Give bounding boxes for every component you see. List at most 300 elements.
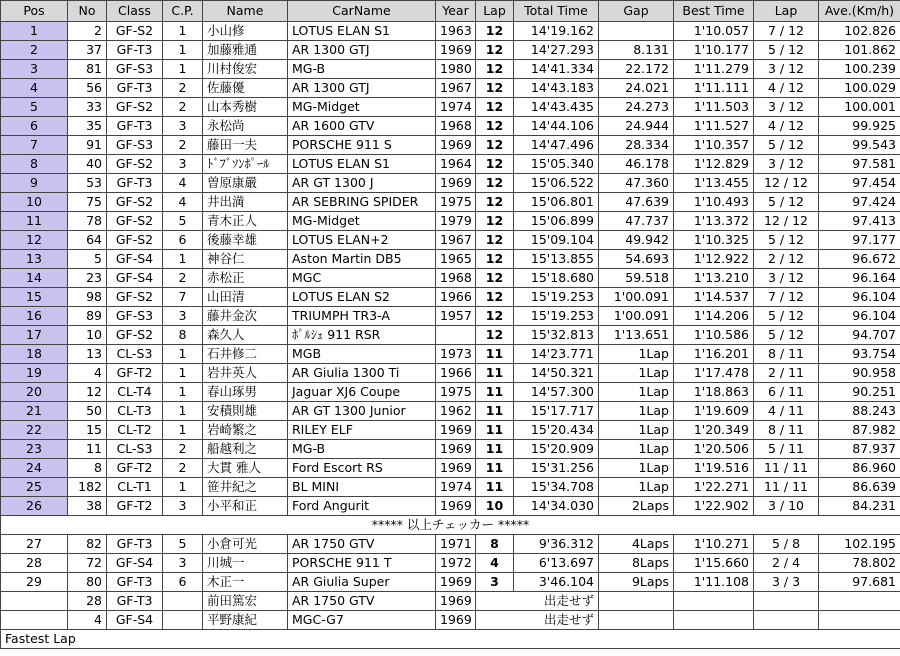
cell-pos: 27 bbox=[1, 535, 68, 554]
cell-name: ﾄﾞﾌﾞｿﾝﾎﾟｰﾙ bbox=[203, 155, 288, 174]
cell-gap: 28.334 bbox=[599, 136, 674, 155]
cell-year: 1969 bbox=[436, 497, 476, 516]
cell-year: 1966 bbox=[436, 364, 476, 383]
cell-cp: 2 bbox=[163, 269, 203, 288]
cell-best-lap: 2 / 11 bbox=[754, 364, 819, 383]
cell-average: 102.195 bbox=[819, 535, 900, 554]
cell-pos: 19 bbox=[1, 364, 68, 383]
cell-total-time: 6'13.697 bbox=[514, 554, 599, 573]
cell-cp: 2 bbox=[163, 98, 203, 117]
cell-best-time: 1'13.372 bbox=[674, 212, 754, 231]
cell-year: 1975 bbox=[436, 193, 476, 212]
cell-cp: 1 bbox=[163, 383, 203, 402]
cell-name: 森久人 bbox=[203, 326, 288, 345]
cell-average: 88.243 bbox=[819, 402, 900, 421]
fastest-lap-row bbox=[1, 630, 900, 649]
cell-carname: AR 1300 GTJ bbox=[288, 79, 436, 98]
cell-class: GF-S2 bbox=[107, 193, 163, 212]
cell-pos: 2 bbox=[1, 41, 68, 60]
table-row bbox=[1, 60, 900, 79]
cell-average: 78.802 bbox=[819, 554, 900, 573]
table-row bbox=[1, 497, 900, 516]
table-row bbox=[1, 193, 900, 212]
table-row bbox=[1, 288, 900, 307]
cell-gap: 46.178 bbox=[599, 155, 674, 174]
cell-best-lap: 5 / 12 bbox=[754, 231, 819, 250]
cell-average: 99.925 bbox=[819, 117, 900, 136]
cell-name: 大貫 雅人 bbox=[203, 459, 288, 478]
cell-no: 64 bbox=[68, 231, 107, 250]
cell-cp bbox=[163, 592, 203, 611]
cell-year: 1969 bbox=[436, 421, 476, 440]
cell-cp: 3 bbox=[163, 117, 203, 136]
cell-gap: 1Lap bbox=[599, 383, 674, 402]
table-row bbox=[1, 573, 900, 592]
cell-no: 5 bbox=[68, 250, 107, 269]
cell-no: 12 bbox=[68, 383, 107, 402]
cell-average bbox=[819, 611, 900, 630]
cell-best-time: 1'17.478 bbox=[674, 364, 754, 383]
cell-carname: MG-Midget bbox=[288, 212, 436, 231]
cell-cp: 3 bbox=[163, 155, 203, 174]
table-row bbox=[1, 155, 900, 174]
cell-total-time: 15'32.813 bbox=[514, 326, 599, 345]
header-row bbox=[1, 1, 900, 22]
checker-row bbox=[1, 516, 900, 535]
cell-carname: Jaguar XJ6 Coupe bbox=[288, 383, 436, 402]
cell-best-lap: 6 / 11 bbox=[754, 383, 819, 402]
cell-best-time bbox=[674, 592, 754, 611]
cell-pos bbox=[1, 611, 68, 630]
cell-name: 曽原康嚴 bbox=[203, 174, 288, 193]
cell-total-time: 15'31.256 bbox=[514, 459, 599, 478]
cell-best-lap: 4 / 11 bbox=[754, 402, 819, 421]
cell-name: 後藤幸雄 bbox=[203, 231, 288, 250]
cell-lap: 12 bbox=[476, 231, 514, 250]
cell-no: 28 bbox=[68, 592, 107, 611]
cell-year: 1974 bbox=[436, 478, 476, 497]
table-row bbox=[1, 212, 900, 231]
column-header: C.P. bbox=[163, 1, 203, 22]
cell-gap: 59.518 bbox=[599, 269, 674, 288]
cell-best-lap bbox=[754, 592, 819, 611]
cell-name: 船越利之 bbox=[203, 440, 288, 459]
cell-lap: 3 bbox=[476, 573, 514, 592]
cell-class: GF-T3 bbox=[107, 592, 163, 611]
cell-pos: 17 bbox=[1, 326, 68, 345]
fastest-lap-label: Fastest Lap bbox=[1, 630, 900, 649]
cell-class: GF-S2 bbox=[107, 231, 163, 250]
cell-best-time: 1'19.609 bbox=[674, 402, 754, 421]
cell-year: 1969 bbox=[436, 440, 476, 459]
cell-year: 1979 bbox=[436, 212, 476, 231]
cell-average: 96.104 bbox=[819, 307, 900, 326]
cell-class: GF-S2 bbox=[107, 326, 163, 345]
cell-no: 15 bbox=[68, 421, 107, 440]
cell-gap: 1Lap bbox=[599, 364, 674, 383]
cell-best-lap: 4 / 12 bbox=[754, 79, 819, 98]
table-row bbox=[1, 611, 900, 630]
cell-year: 1969 bbox=[436, 573, 476, 592]
cell-best-time: 1'10.586 bbox=[674, 326, 754, 345]
cell-no: 2 bbox=[68, 22, 107, 41]
cell-total-time: 15'05.340 bbox=[514, 155, 599, 174]
cell-year: 1966 bbox=[436, 288, 476, 307]
table-row bbox=[1, 231, 900, 250]
cell-no: 53 bbox=[68, 174, 107, 193]
table-row bbox=[1, 440, 900, 459]
cell-name: 前田篤宏 bbox=[203, 592, 288, 611]
cell-cp: 7 bbox=[163, 288, 203, 307]
cell-best-lap: 5 / 12 bbox=[754, 193, 819, 212]
cell-average: 97.681 bbox=[819, 573, 900, 592]
table-row bbox=[1, 174, 900, 193]
cell-gap: 1'13.651 bbox=[599, 326, 674, 345]
cell-total-time: 3'46.104 bbox=[514, 573, 599, 592]
cell-total-time: 15'09.104 bbox=[514, 231, 599, 250]
cell-lap: 12 bbox=[476, 269, 514, 288]
cell-no: 33 bbox=[68, 98, 107, 117]
cell-carname: PORSCHE 911 S bbox=[288, 136, 436, 155]
cell-gap: 1Lap bbox=[599, 478, 674, 497]
cell-lap: 12 bbox=[476, 79, 514, 98]
table-row bbox=[1, 364, 900, 383]
cell-gap: 49.942 bbox=[599, 231, 674, 250]
cell-carname: AR 1300 GTJ bbox=[288, 41, 436, 60]
cell-cp: 1 bbox=[163, 364, 203, 383]
cell-carname: AR Giulia Super bbox=[288, 573, 436, 592]
cell-cp: 2 bbox=[163, 440, 203, 459]
cell-class: GF-S3 bbox=[107, 307, 163, 326]
cell-cp: 3 bbox=[163, 307, 203, 326]
table-row bbox=[1, 41, 900, 60]
cell-name: 山田清 bbox=[203, 288, 288, 307]
cell-gap: 1Lap bbox=[599, 345, 674, 364]
column-header: Year bbox=[436, 1, 476, 22]
cell-year: 1963 bbox=[436, 22, 476, 41]
cell-total-time: 15'18.680 bbox=[514, 269, 599, 288]
cell-pos: 21 bbox=[1, 402, 68, 421]
cell-average: 97.177 bbox=[819, 231, 900, 250]
cell-total-time: 15'20.909 bbox=[514, 440, 599, 459]
cell-class: CL-T1 bbox=[107, 478, 163, 497]
cell-pos: 25 bbox=[1, 478, 68, 497]
cell-lap: 12 bbox=[476, 98, 514, 117]
cell-total-time: 14'50.321 bbox=[514, 364, 599, 383]
cell-no: 72 bbox=[68, 554, 107, 573]
cell-lap: 8 bbox=[476, 535, 514, 554]
cell-pos bbox=[1, 592, 68, 611]
cell-class: CL-T4 bbox=[107, 383, 163, 402]
cell-best-lap: 7 / 12 bbox=[754, 288, 819, 307]
cell-carname: MG-B bbox=[288, 60, 436, 79]
cell-gap bbox=[599, 611, 674, 630]
cell-pos: 22 bbox=[1, 421, 68, 440]
cell-gap: 4Laps bbox=[599, 535, 674, 554]
cell-no: 4 bbox=[68, 611, 107, 630]
cell-cp: 1 bbox=[163, 421, 203, 440]
cell-pos: 7 bbox=[1, 136, 68, 155]
cell-average: 97.581 bbox=[819, 155, 900, 174]
column-header: Total Time bbox=[514, 1, 599, 22]
cell-name: 川村俊宏 bbox=[203, 60, 288, 79]
cell-best-time: 1'14.537 bbox=[674, 288, 754, 307]
cell-no: 56 bbox=[68, 79, 107, 98]
cell-best-lap: 11 / 11 bbox=[754, 459, 819, 478]
cell-lap: 12 bbox=[476, 288, 514, 307]
cell-no: 10 bbox=[68, 326, 107, 345]
cell-gap: 47.737 bbox=[599, 212, 674, 231]
cell-carname: AR 1750 GTV bbox=[288, 592, 436, 611]
cell-total-time: 14'34.030 bbox=[514, 497, 599, 516]
cell-no: 35 bbox=[68, 117, 107, 136]
cell-year: 1965 bbox=[436, 250, 476, 269]
cell-gap: 1Lap bbox=[599, 402, 674, 421]
cell-cp: 1 bbox=[163, 345, 203, 364]
cell-average: 102.826 bbox=[819, 22, 900, 41]
cell-carname: MG-Midget bbox=[288, 98, 436, 117]
cell-best-time: 1'18.863 bbox=[674, 383, 754, 402]
cell-best-lap: 3 / 3 bbox=[754, 573, 819, 592]
cell-average: 96.104 bbox=[819, 288, 900, 307]
cell-pos: 15 bbox=[1, 288, 68, 307]
cell-best-time: 1'20.506 bbox=[674, 440, 754, 459]
cell-average: 84.231 bbox=[819, 497, 900, 516]
cell-gap: 47.360 bbox=[599, 174, 674, 193]
cell-name: 神谷仁 bbox=[203, 250, 288, 269]
cell-best-time: 1'20.349 bbox=[674, 421, 754, 440]
cell-cp: 3 bbox=[163, 497, 203, 516]
cell-gap: 47.639 bbox=[599, 193, 674, 212]
cell-best-time: 1'16.201 bbox=[674, 345, 754, 364]
cell-year: 1968 bbox=[436, 117, 476, 136]
cell-name: 春山琢男 bbox=[203, 383, 288, 402]
cell-total-time: 14'43.435 bbox=[514, 98, 599, 117]
cell-cp: 2 bbox=[163, 136, 203, 155]
cell-average bbox=[819, 592, 900, 611]
cell-year: 1957 bbox=[436, 307, 476, 326]
cell-gap: 1'00.091 bbox=[599, 307, 674, 326]
cell-carname: LOTUS ELAN S1 bbox=[288, 22, 436, 41]
cell-best-time: 1'11.279 bbox=[674, 60, 754, 79]
cell-year: 1969 bbox=[436, 41, 476, 60]
cell-total-time: 14'43.183 bbox=[514, 79, 599, 98]
cell-year: 1969 bbox=[436, 174, 476, 193]
cell-class: CL-T3 bbox=[107, 402, 163, 421]
cell-carname: Aston Martin DB5 bbox=[288, 250, 436, 269]
cell-class: GF-S3 bbox=[107, 60, 163, 79]
table-row bbox=[1, 402, 900, 421]
cell-status: 出走せず bbox=[476, 611, 599, 630]
cell-total-time: 14'57.300 bbox=[514, 383, 599, 402]
cell-no: 8 bbox=[68, 459, 107, 478]
cell-name: 平野康紀 bbox=[203, 611, 288, 630]
cell-year: 1974 bbox=[436, 98, 476, 117]
cell-average: 87.937 bbox=[819, 440, 900, 459]
cell-class: GF-S2 bbox=[107, 22, 163, 41]
cell-year: 1980 bbox=[436, 60, 476, 79]
cell-cp: 5 bbox=[163, 212, 203, 231]
cell-carname: LOTUS ELAN S2 bbox=[288, 288, 436, 307]
cell-pos: 20 bbox=[1, 383, 68, 402]
cell-gap: 22.172 bbox=[599, 60, 674, 79]
cell-best-lap: 3 / 12 bbox=[754, 155, 819, 174]
cell-name: 小山修 bbox=[203, 22, 288, 41]
cell-pos: 9 bbox=[1, 174, 68, 193]
table-row bbox=[1, 250, 900, 269]
cell-average: 90.251 bbox=[819, 383, 900, 402]
cell-total-time: 15'06.801 bbox=[514, 193, 599, 212]
cell-no: 40 bbox=[68, 155, 107, 174]
cell-carname: PORSCHE 911 T bbox=[288, 554, 436, 573]
cell-lap: 12 bbox=[476, 193, 514, 212]
cell-cp: 8 bbox=[163, 326, 203, 345]
table-row bbox=[1, 326, 900, 345]
cell-year: 1971 bbox=[436, 535, 476, 554]
cell-best-time bbox=[674, 611, 754, 630]
cell-year: 1969 bbox=[436, 459, 476, 478]
cell-total-time: 14'44.106 bbox=[514, 117, 599, 136]
cell-lap: 11 bbox=[476, 478, 514, 497]
cell-class: GF-T3 bbox=[107, 174, 163, 193]
cell-lap: 12 bbox=[476, 250, 514, 269]
cell-lap: 11 bbox=[476, 383, 514, 402]
cell-lap: 12 bbox=[476, 155, 514, 174]
column-header: Pos bbox=[1, 1, 68, 22]
cell-class: GF-S4 bbox=[107, 554, 163, 573]
cell-best-time: 1'11.527 bbox=[674, 117, 754, 136]
cell-gap: 24.273 bbox=[599, 98, 674, 117]
cell-best-time: 1'22.271 bbox=[674, 478, 754, 497]
cell-best-lap: 11 / 11 bbox=[754, 478, 819, 497]
cell-carname: AR 1750 GTV bbox=[288, 535, 436, 554]
table-row bbox=[1, 478, 900, 497]
cell-cp: 1 bbox=[163, 60, 203, 79]
cell-cp: 5 bbox=[163, 535, 203, 554]
cell-best-time: 1'12.829 bbox=[674, 155, 754, 174]
cell-best-lap: 8 / 11 bbox=[754, 421, 819, 440]
cell-class: GF-S2 bbox=[107, 212, 163, 231]
column-header: CarName bbox=[288, 1, 436, 22]
cell-total-time: 15'13.855 bbox=[514, 250, 599, 269]
cell-best-lap: 3 / 12 bbox=[754, 60, 819, 79]
cell-best-lap: 2 / 12 bbox=[754, 250, 819, 269]
cell-cp: 6 bbox=[163, 573, 203, 592]
cell-average: 93.754 bbox=[819, 345, 900, 364]
cell-best-time: 1'22.902 bbox=[674, 497, 754, 516]
cell-best-lap: 12 / 12 bbox=[754, 212, 819, 231]
cell-best-time: 1'13.455 bbox=[674, 174, 754, 193]
cell-carname: AR GT 1300 Junior bbox=[288, 402, 436, 421]
cell-year: 1972 bbox=[436, 554, 476, 573]
cell-best-lap: 4 / 12 bbox=[754, 117, 819, 136]
cell-best-lap: 3 / 12 bbox=[754, 269, 819, 288]
cell-no: 81 bbox=[68, 60, 107, 79]
cell-pos: 16 bbox=[1, 307, 68, 326]
cell-year: 1967 bbox=[436, 231, 476, 250]
column-header: No bbox=[68, 1, 107, 22]
cell-no: 91 bbox=[68, 136, 107, 155]
cell-carname: ﾎﾟﾙｼｪ 911 RSR bbox=[288, 326, 436, 345]
cell-carname: MG-B bbox=[288, 440, 436, 459]
cell-year: 1964 bbox=[436, 155, 476, 174]
cell-year: 1967 bbox=[436, 79, 476, 98]
cell-name: 加藤雅通 bbox=[203, 41, 288, 60]
cell-pos: 28 bbox=[1, 554, 68, 573]
cell-class: GF-T3 bbox=[107, 573, 163, 592]
cell-carname: BL MINI bbox=[288, 478, 436, 497]
cell-no: 80 bbox=[68, 573, 107, 592]
cell-total-time: 9'36.312 bbox=[514, 535, 599, 554]
cell-gap: 24.021 bbox=[599, 79, 674, 98]
cell-lap: 12 bbox=[476, 307, 514, 326]
cell-no: 11 bbox=[68, 440, 107, 459]
cell-best-time: 1'10.493 bbox=[674, 193, 754, 212]
cell-best-lap: 5 / 12 bbox=[754, 136, 819, 155]
cell-gap bbox=[599, 22, 674, 41]
cell-class: GF-S3 bbox=[107, 136, 163, 155]
cell-pos: 11 bbox=[1, 212, 68, 231]
cell-pos: 29 bbox=[1, 573, 68, 592]
cell-best-lap: 3 / 12 bbox=[754, 98, 819, 117]
cell-total-time: 14'27.293 bbox=[514, 41, 599, 60]
cell-name: 青木正人 bbox=[203, 212, 288, 231]
cell-average: 97.454 bbox=[819, 174, 900, 193]
cell-lap: 11 bbox=[476, 440, 514, 459]
cell-class: GF-S2 bbox=[107, 288, 163, 307]
cell-no: 182 bbox=[68, 478, 107, 497]
cell-total-time: 15'19.253 bbox=[514, 307, 599, 326]
cell-carname: LOTUS ELAN+2 bbox=[288, 231, 436, 250]
cell-gap: 2Laps bbox=[599, 497, 674, 516]
column-header: Class bbox=[107, 1, 163, 22]
column-header: Best Time bbox=[674, 1, 754, 22]
cell-no: 23 bbox=[68, 269, 107, 288]
table-row bbox=[1, 554, 900, 573]
cell-lap: 11 bbox=[476, 459, 514, 478]
cell-pos: 26 bbox=[1, 497, 68, 516]
cell-name: 岩崎繁之 bbox=[203, 421, 288, 440]
cell-average: 86.639 bbox=[819, 478, 900, 497]
cell-lap: 11 bbox=[476, 345, 514, 364]
cell-class: CL-S3 bbox=[107, 440, 163, 459]
cell-no: 50 bbox=[68, 402, 107, 421]
cell-best-time: 1'11.108 bbox=[674, 573, 754, 592]
table-row bbox=[1, 117, 900, 136]
cell-best-time: 1'10.271 bbox=[674, 535, 754, 554]
cell-best-lap: 12 / 12 bbox=[754, 174, 819, 193]
cell-best-lap bbox=[754, 611, 819, 630]
cell-cp: 1 bbox=[163, 402, 203, 421]
cell-cp: 3 bbox=[163, 554, 203, 573]
cell-best-time: 1'14.206 bbox=[674, 307, 754, 326]
cell-year: 1973 bbox=[436, 345, 476, 364]
cell-average: 100.001 bbox=[819, 98, 900, 117]
cell-gap: 9Laps bbox=[599, 573, 674, 592]
cell-cp: 2 bbox=[163, 459, 203, 478]
cell-class: CL-S3 bbox=[107, 345, 163, 364]
cell-cp: 1 bbox=[163, 41, 203, 60]
cell-year: 1975 bbox=[436, 383, 476, 402]
cell-class: GF-S4 bbox=[107, 250, 163, 269]
cell-gap: 8.131 bbox=[599, 41, 674, 60]
cell-average: 86.960 bbox=[819, 459, 900, 478]
cell-gap bbox=[599, 592, 674, 611]
cell-class: GF-T2 bbox=[107, 364, 163, 383]
cell-name: 川城一 bbox=[203, 554, 288, 573]
cell-pos: 4 bbox=[1, 79, 68, 98]
cell-gap: 54.693 bbox=[599, 250, 674, 269]
